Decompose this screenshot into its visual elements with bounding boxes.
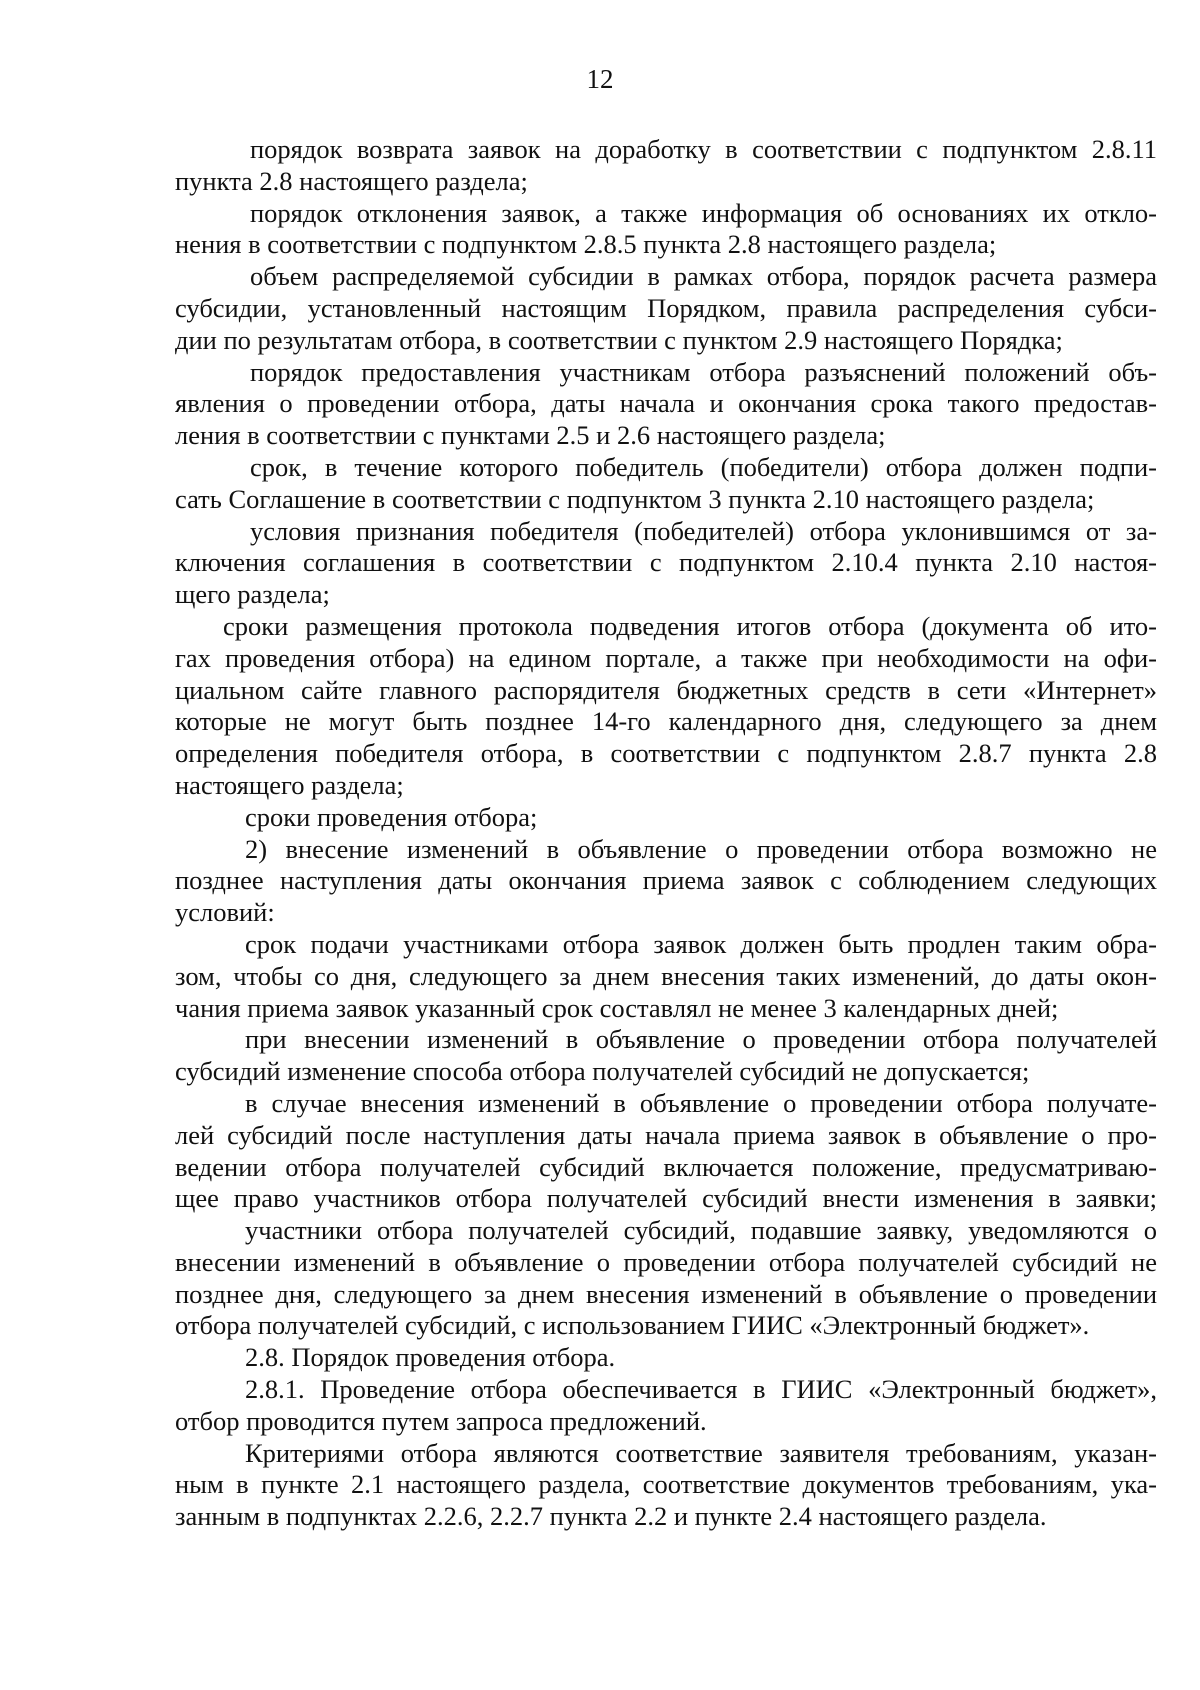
- text-line: условия признания победителя (победителей) отбора уклонившимся от за-: [250, 515, 1157, 546]
- text-line: условий:: [175, 897, 275, 928]
- text-line: щее право участников отбора получателей субсидий внести изменения в заявки;: [175, 1183, 1157, 1214]
- text-line: 2.8.1. Проведение отбора обеспечивается в ГИИС «Электронный бюджет»,: [245, 1374, 1157, 1405]
- text-line: позднее наступления даты окончания приема заявок с соблюдением следующих: [175, 865, 1157, 896]
- text-line: участники отбора получателей субсидий, подавшие заявку, уведомляются о: [245, 1215, 1157, 1246]
- text-line: срок подачи участниками отбора заявок должен быть продлен таким обра-: [245, 928, 1157, 959]
- text-line: ключения соглашения в соответствии с подпунктом 2.10.4 пункта 2.10 настоя-: [175, 547, 1157, 578]
- text-line: внесении изменений в объявление о проведении отбора получателей субсидий не: [175, 1246, 1157, 1277]
- text-line: занным в подпунктах 2.2.6, 2.2.7 пункта 2.2 и пункте 2.4 настоящего раздела.: [175, 1501, 1047, 1532]
- text-line: нения в соответствии с подпунктом 2.8.5 пункта 2.8 настоящего раздела;: [175, 229, 997, 260]
- text-line: зом, чтобы со дня, следующего за днем внесения таких изменений, до даты окон-: [175, 960, 1157, 991]
- text-line: в случае внесения изменений в объявление о проведении отбора получате-: [245, 1087, 1157, 1118]
- text-line: срок, в течение которого победитель (победители) отбора должен подпи-: [250, 451, 1157, 482]
- text-line: сать Соглашение в соответствии с подпунктом 3 пункта 2.10 настоящего раздела;: [175, 483, 1095, 514]
- text-line: которые не могут быть позднее 14-го календарного дня, следующего за днем: [175, 706, 1157, 737]
- text-line: лей субсидий после наступления даты начала приема заявок в объявление о про-: [175, 1119, 1157, 1150]
- text-line: субсидии, установленный настоящим Порядком, правила распределения субси-: [175, 292, 1157, 323]
- text-line: порядок отклонения заявок, а также информация об основаниях их откло-: [250, 197, 1157, 228]
- text-line: сроки проведения отбора;: [245, 801, 538, 832]
- text-line: порядок возврата заявок на доработку в соответствии с подпунктом 2.8.11: [250, 134, 1157, 164]
- text-line: Критериями отбора являются соответствие заявителя требованиям, указан-: [245, 1437, 1157, 1468]
- text-line: порядок предоставления участникам отбора разъяснений положений объ-: [250, 356, 1157, 387]
- text-line: циальном сайте главного распорядителя бюджетных средств в сети «Интернет»: [175, 674, 1157, 705]
- text-line: ления в соответствии с пунктами 2.5 и 2.6 настоящего раздела;: [175, 420, 886, 451]
- text-line: отбор проводится путем запроса предложений.: [175, 1405, 707, 1436]
- text-line: 2) внесение изменений в объявление о проведении отбора возможно не: [245, 833, 1157, 864]
- text-line: ным в пункте 2.1 настоящего раздела, соответствие документов требованиям, ука-: [175, 1469, 1157, 1500]
- document-body: [175, 134, 1157, 1533]
- text-line: объем распределяемой субсидии в рамках отбора, порядок расчета размера: [250, 261, 1157, 292]
- text-line: при внесении изменений в объявление о проведении отбора получателей: [245, 1024, 1157, 1055]
- text-line: щего раздела;: [175, 579, 330, 610]
- text-line: 2.8. Порядок проведения отбора.: [245, 1342, 616, 1373]
- text-line: ведении отбора получателей субсидий включается положение, предусматриваю-: [175, 1151, 1157, 1182]
- text-line: чания приема заявок указанный срок составлял не менее 3 календарных дней;: [175, 992, 1059, 1023]
- text-line: гах проведения отбора) на едином портале, а также при необходимости на офи-: [175, 642, 1157, 673]
- text-line: субсидий изменение способа отбора получателей субсидий не допускается;: [175, 1056, 1030, 1087]
- text-line: отбора получателей субсидий, с использованием ГИИС «Электронный бюджет».: [175, 1310, 1090, 1341]
- text-line: явления о проведении отбора, даты начала и окончания срока такого предостав-: [175, 388, 1157, 419]
- text-line: пункта 2.8 настоящего раздела;: [175, 165, 528, 196]
- text-line: определения победителя отбора, в соответствии с подпунктом 2.8.7 пункта 2.8: [175, 738, 1157, 769]
- text-line: дии по результатам отбора, в соответствии с пунктом 2.9 настоящего Порядка;: [175, 324, 1063, 355]
- text-line: сроки размещения протокола подведения итогов отбора (документа об ито-: [223, 610, 1157, 641]
- text-line: настоящего раздела;: [175, 769, 404, 800]
- text-line: позднее дня, следующего за днем внесения изменений в объявление о проведении: [175, 1278, 1157, 1309]
- page-number: 12: [586, 64, 614, 94]
